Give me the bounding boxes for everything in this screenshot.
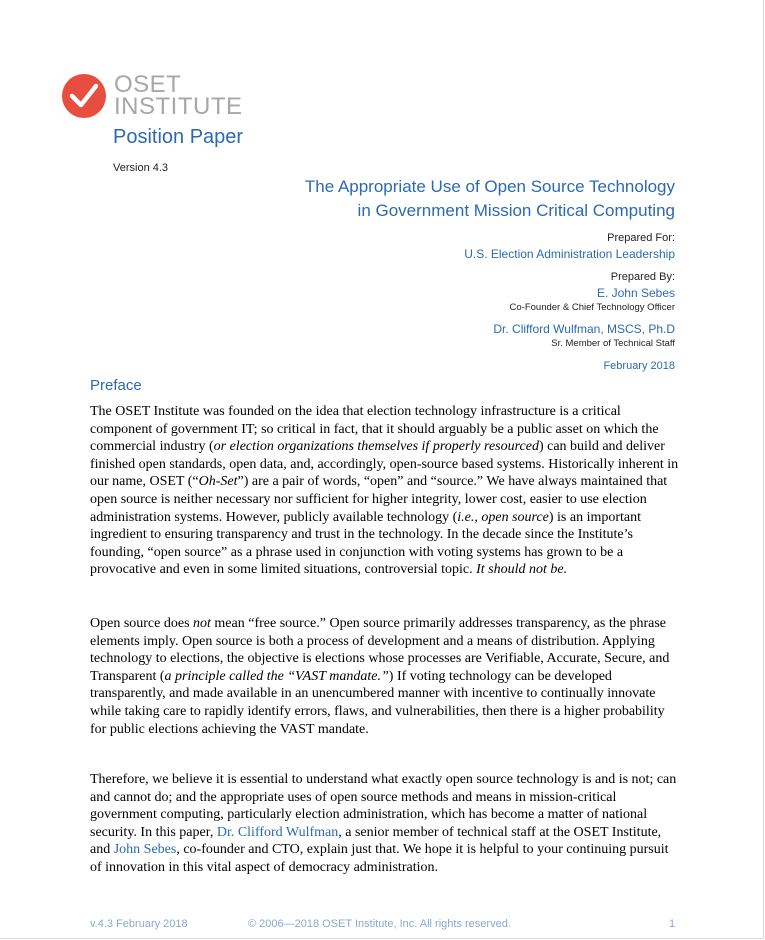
- p1-emphasis-b: Oh-Set: [198, 474, 238, 490]
- doc-type-heading: Position Paper: [113, 126, 244, 148]
- p1-text-a: The OSET Institute was founded on the idea that election technology infrastructure is a critical component of government IT; so critical in fact, that it should arguably be a public asset on which the commercial industry (: [90, 404, 659, 455]
- p1-emphasis-c: i.e., open source: [457, 509, 549, 525]
- p3-text-a: Therefore, we believe it is essential to understand what exactly open source technology is and is not; can and cannot do; and the appropriate uses of open source methods and means in mission-critical government computing, particularly election administration, which has become a matter of national security. In this paper,: [90, 772, 677, 840]
- prepared-date: February 2018: [603, 360, 675, 372]
- author2-name: Dr. Clifford Wulfman, MSCS, Ph.D: [493, 322, 675, 336]
- p1-text-c: ”) are a pair of words, “open” and “source.” We have always maintained that open source is neither necessary nor sufficient for higher integrity, lower cost, easier to use election administration systems. However, publicly available technology (: [90, 474, 668, 525]
- prepared-by-label: Prepared By:: [610, 271, 675, 283]
- oset-logo: [61, 73, 261, 125]
- version-label: Version 4.3: [113, 162, 169, 174]
- title-line-2: in Government Mission Critical Computing: [357, 201, 675, 220]
- footer-version: v.4.3 February 2018: [90, 918, 188, 930]
- prepared-for-label: Prepared For:: [607, 232, 675, 244]
- logo-wordmark: [114, 71, 243, 120]
- author1-name: E. John Sebes: [596, 286, 675, 300]
- p1-text-d: ) is an important ingredient to ensuring transparency and trust in the technology. In the decade since the Institute’s founding, “open source” as a phrase used in conjunction with voting systems has grown to be a provocative and even in some limited situations, controversial topic.: [90, 509, 642, 578]
- footer-page-number: 1: [669, 918, 676, 930]
- p2-emphasis-b: a principle called the “VAST mandate.”: [164, 668, 389, 684]
- prepared-for-block: [275, 231, 675, 262]
- p1-emphasis-a: or election organizations themselves if properly resourced: [213, 439, 539, 455]
- p2-text-c: ) If voting technology can be developed transparently, and made available in an unencumbered manner with incentive to continually innovate while taking care to rapidly identify errors, flaws, and vulnerabilities, then there is a higher probability for public elections achieving the VAST mandate.: [90, 668, 665, 737]
- p1-text-b: ) can build and deliver finished open standards, open data, and, accordingly, open-source based systems. Historically inherent in our name, OSET (“: [90, 439, 679, 490]
- p2-emphasis-a: not: [193, 616, 211, 631]
- p2-text-b: mean “free source.” Open source primarily addresses transparency, as the phrase elements imply. Open source is both a process of development and a means of distribution. Applying technology to elections, the objective is elections whose processes are Verifiable, Accurate, Secure, and Transparent (: [90, 616, 670, 684]
- preface-heading: Preface: [90, 377, 142, 394]
- author2-title: Sr. Member of Technical Staff: [551, 338, 675, 349]
- prepared-by-block: [275, 270, 675, 374]
- p3-text-c: , co-founder and CTO, explain just that. We hope it is helpful to your continuing pursuit of innovation in this vital aspect of democracy administration.: [90, 842, 669, 875]
- link-clifford-wulfman[interactable]: Dr. Clifford Wulfman: [216, 824, 339, 840]
- footer-copyright: © 2006—2018 OSET Institute, Inc. All rights reserved.: [248, 918, 511, 930]
- logo-line-oset: OSET: [114, 71, 182, 98]
- logo-line-institute: INSTITUTE: [114, 93, 243, 120]
- preface-paragraph-2: [90, 615, 680, 738]
- document-title: [195, 175, 675, 223]
- title-line-1: The Appropriate Use of Open Source Technology: [304, 177, 675, 196]
- preface-paragraph-3: [90, 771, 680, 877]
- prepared-for-org: U.S. Election Administration Leadership: [464, 247, 675, 261]
- p3-text-b: , a senior member of technical staff at the OSET Institute, and: [90, 824, 662, 858]
- check-circle-icon: [61, 73, 107, 119]
- author1-title: Co-Founder & Chief Technology Officer: [509, 302, 675, 313]
- link-john-sebes[interactable]: John Sebes: [113, 842, 177, 858]
- p2-text-a: Open source does: [90, 616, 194, 631]
- preface-paragraph-1: [90, 403, 680, 579]
- p1-emphasis-d: It should not be.: [476, 562, 568, 578]
